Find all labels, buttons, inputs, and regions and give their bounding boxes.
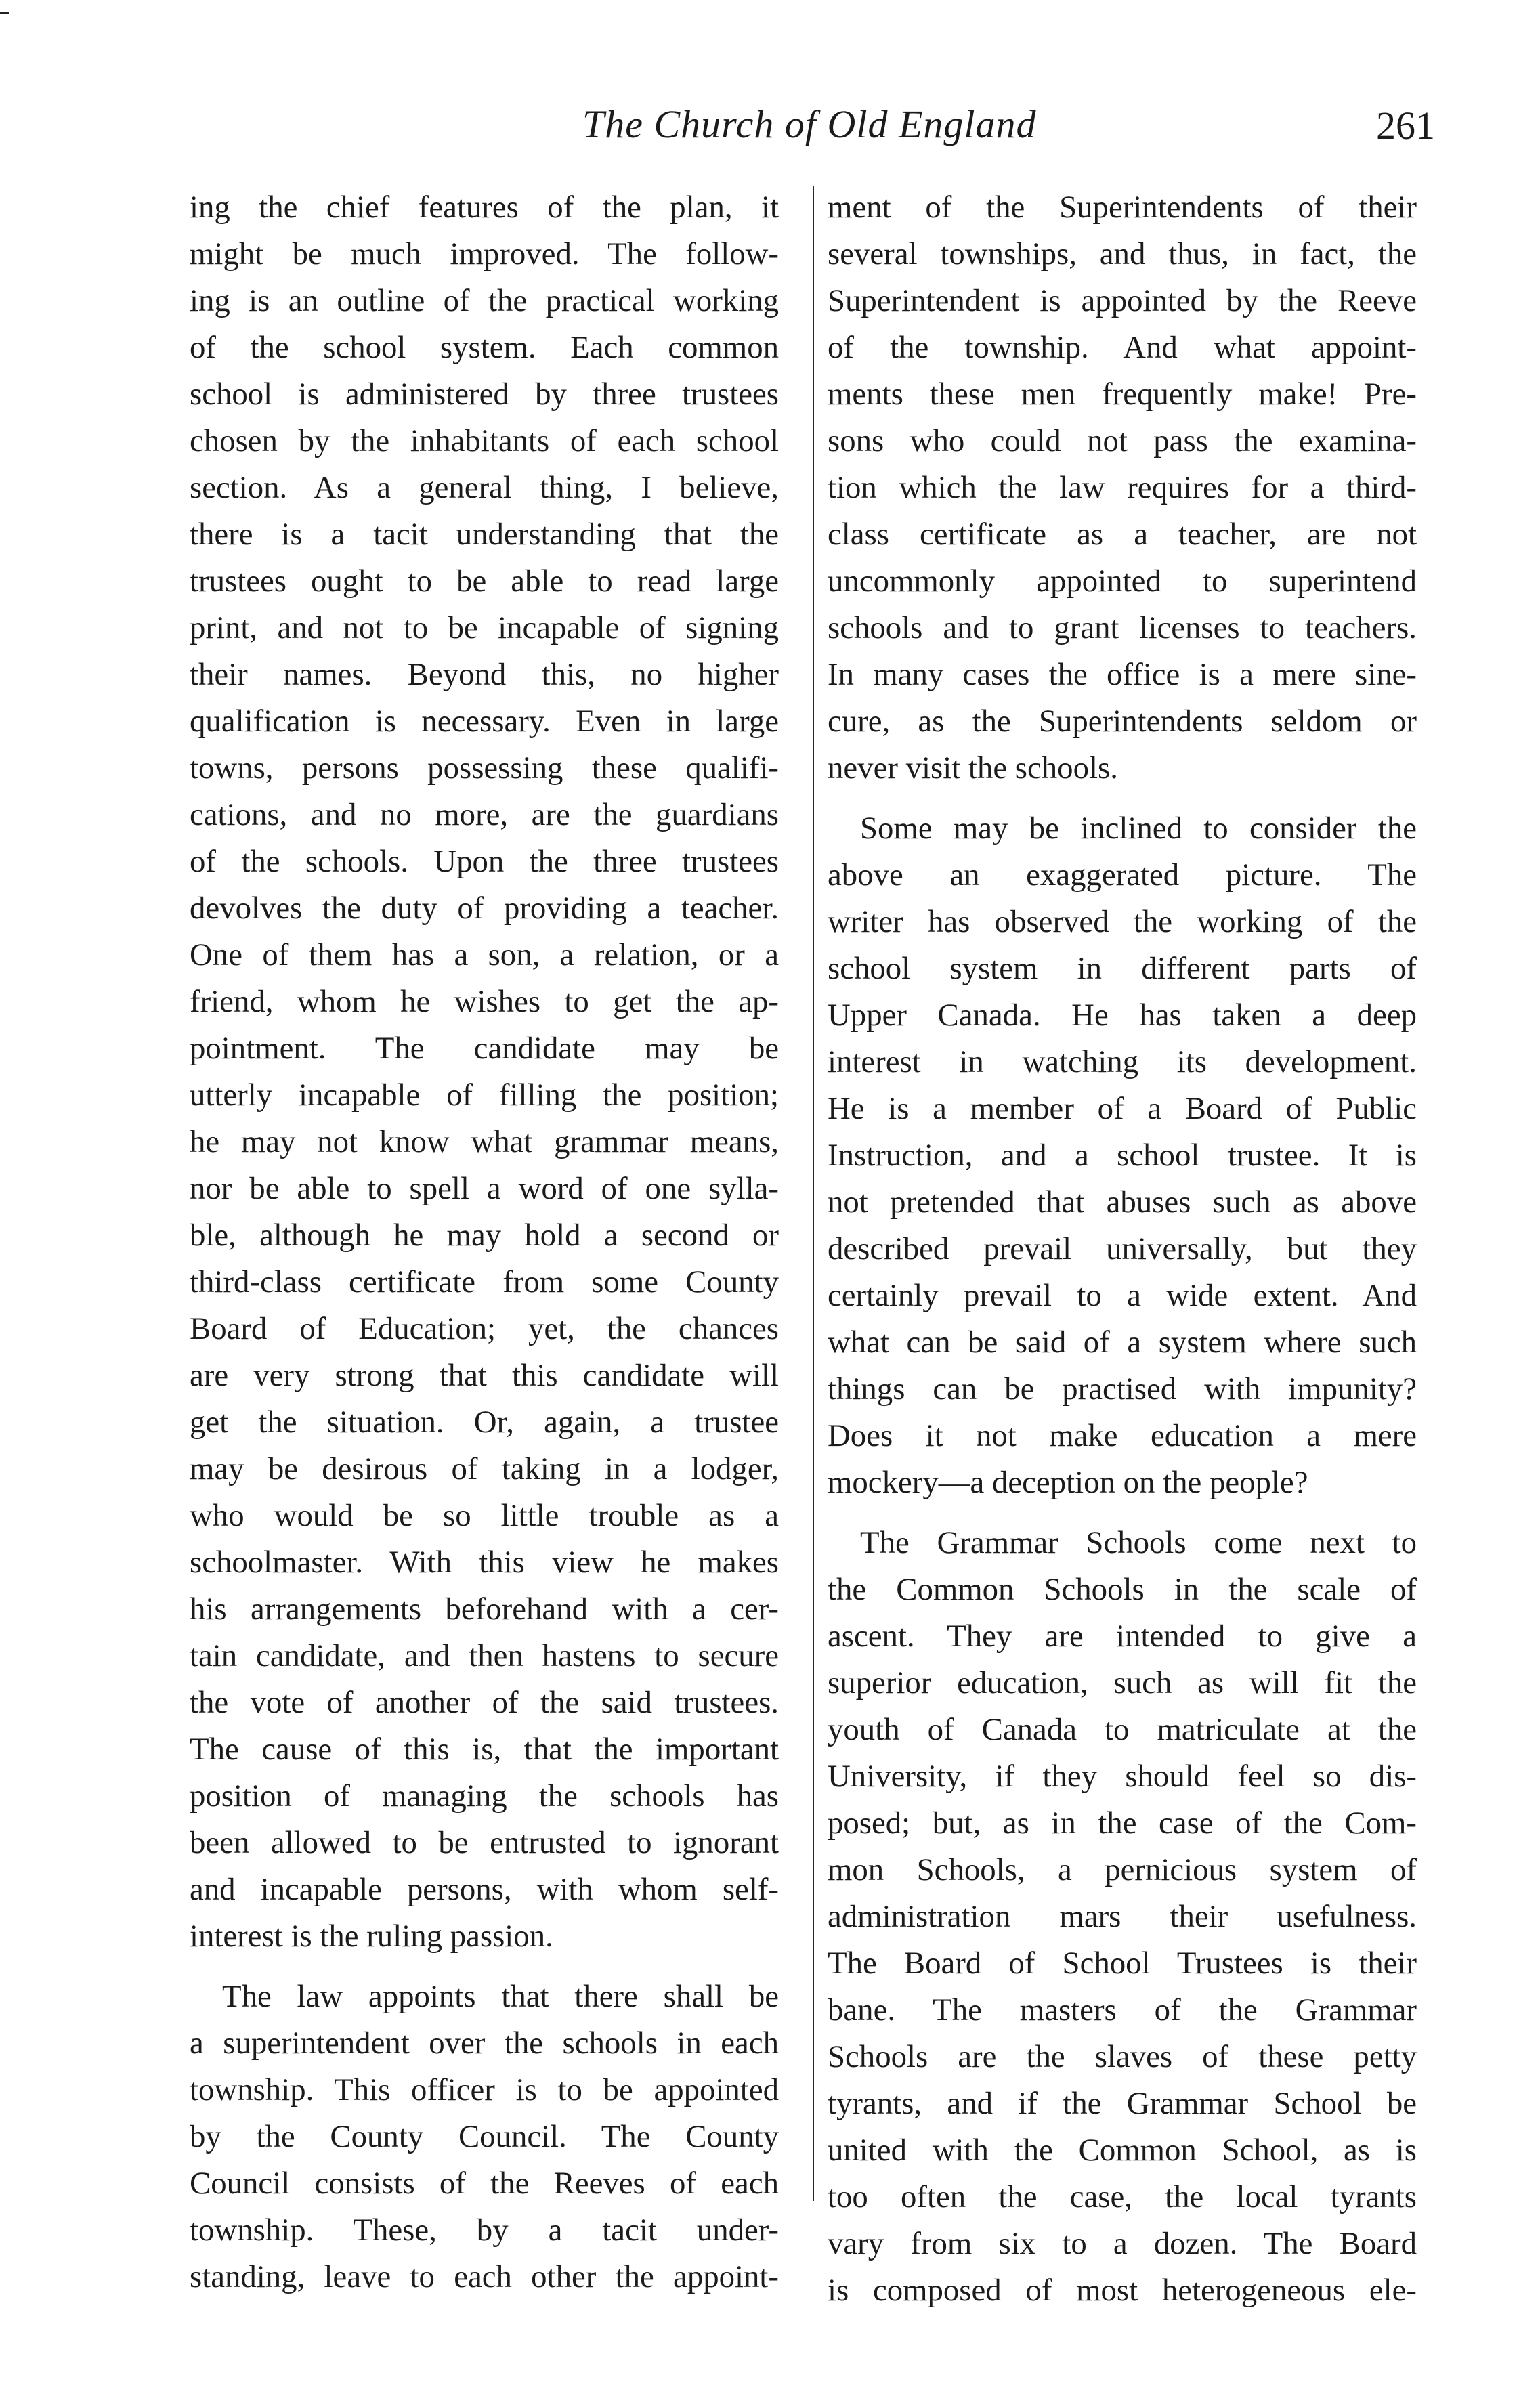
text-line: pointment. The candidate may be [190, 1031, 779, 1066]
text-line: above an exaggerated picture. The [828, 857, 1417, 893]
text-line: township. These, by a tacit under- [190, 2212, 779, 2248]
text-line: certainly prevail to a wide extent. And [828, 1278, 1417, 1313]
text-line: mockery—a deception on the people? [828, 1465, 1308, 1500]
text-line: In many cases the office is a mere sine- [828, 657, 1417, 692]
text-line: Upper Canada. He has taken a deep [828, 998, 1417, 1033]
text-line: bane. The masters of the Grammar [828, 1992, 1417, 2028]
text-line: might be much improved. The follow- [190, 236, 779, 272]
page-number: 261 [1376, 104, 1435, 148]
paragraph [828, 184, 1417, 792]
text-line: University, if they should feel so dis- [828, 1759, 1417, 1794]
left-column [190, 184, 779, 2300]
text-line: The cause of this is, that the important [190, 1732, 779, 1767]
text-line: friend, whom he wishes to get the ap- [190, 984, 779, 1019]
text-line: cations, and no more, are the guardians [190, 797, 779, 832]
text-line: Board of Education; yet, the chances [190, 1311, 779, 1346]
text-line: section. As a general thing, I believe, [190, 470, 779, 505]
text-line: get the situation. Or, again, a trustee [190, 1405, 779, 1440]
text-line: tion which the law requires for a third- [828, 470, 1417, 505]
text-line: tain candidate, and then hastens to secure [190, 1638, 779, 1673]
text-line: ing the chief features of the plan, it [190, 190, 779, 225]
text-line: school system in different parts of [828, 951, 1417, 986]
text-line: towns, persons possessing these qualifi- [190, 750, 779, 786]
text-line: writer has observed the working of the [828, 904, 1417, 939]
text-line: He is a member of a Board of Public [828, 1091, 1417, 1126]
text-line: sons who could not pass the examina- [828, 423, 1417, 458]
text-line: youth of Canada to matriculate at the [828, 1712, 1417, 1747]
text-line: their names. Beyond this, no higher [190, 657, 779, 692]
text-line: ing is an outline of the practical working [190, 283, 779, 318]
text-line: things can be practised with impunity? [828, 1371, 1417, 1407]
text-line: chosen by the inhabitants of each school [190, 423, 779, 458]
text-line: uncommonly appointed to superintend [828, 563, 1417, 599]
text-line: school is administered by three trustees [190, 377, 779, 412]
text-line: ment of the Superintendents of their [828, 190, 1417, 225]
text-line: print, and not to be incapable of signing [190, 610, 779, 645]
text-line: is composed of most heterogeneous ele- [828, 2273, 1417, 2308]
text-line: Schools are the slaves of these petty [828, 2039, 1417, 2074]
text-line: interest in watching its development. [828, 1044, 1417, 1079]
text-line: Superintendent is appointed by the Reeve [828, 283, 1417, 318]
text-line: a superintendent over the schools in each [190, 2026, 779, 2061]
text-line: Some may be inclined to consider the [860, 811, 1417, 846]
text-line: are very strong that this candidate will [190, 1358, 779, 1393]
text-line: cure, as the Superintendents seldom or [828, 704, 1417, 739]
paragraph-gap [190, 1960, 779, 1973]
paragraph [828, 1520, 1417, 2314]
text-line: posed; but, as in the case of the Com- [828, 1805, 1417, 1841]
text-line: may be desirous of taking in a lodger, [190, 1451, 779, 1486]
column-divider [813, 186, 814, 2201]
text-line: what can be said of a system where such [828, 1325, 1417, 1360]
text-line: qualification is necessary. Even in large [190, 704, 779, 739]
paragraph [828, 805, 1417, 1506]
text-line: ble, although he may hold a second or [190, 1218, 779, 1253]
text-line: interest is the ruling passion. [190, 1919, 553, 1954]
text-line: Does it not make education a mere [828, 1418, 1417, 1453]
text-line: the Common Schools in the scale of [828, 1572, 1417, 1607]
text-line: trustees ought to be able to read large [190, 563, 779, 599]
text-line: standing, leave to each other the appoint- [190, 2259, 779, 2294]
paragraph [190, 184, 779, 1960]
text-line: Council consists of the Reeves of each [190, 2166, 779, 2201]
text-line: devolves the duty of providing a teacher. [190, 891, 779, 926]
text-line: of the township. And what appoint- [828, 330, 1417, 365]
paragraph-gap [828, 792, 1417, 805]
text-line: not pretended that abuses such as above [828, 1184, 1417, 1220]
text-line: his arrangements beforehand with a cer- [190, 1591, 779, 1627]
text-line: of the schools. Upon the three trustees [190, 844, 779, 879]
text-line: ascent. They are intended to give a [828, 1619, 1417, 1654]
text-line: tyrants, and if the Grammar School be [828, 2086, 1417, 2121]
text-line: The Board of School Trustees is their [828, 1946, 1417, 1981]
text-line: schools and to grant licenses to teachers. [828, 610, 1417, 645]
text-line: third-class certificate from some County [190, 1264, 779, 1300]
paragraph-gap [828, 1506, 1417, 1520]
text-line: superior education, such as will fit the [828, 1665, 1417, 1700]
text-line: administration mars their usefulness. [828, 1899, 1417, 1934]
text-line: ments these men frequently make! Pre- [828, 377, 1417, 412]
text-line: schoolmaster. With this view he makes [190, 1545, 779, 1580]
paragraph [190, 1973, 779, 2300]
text-line: Instruction, and a school trustee. It is [828, 1138, 1417, 1173]
text-line: united with the Common School, as is [828, 2133, 1417, 2168]
text-line: he may not know what grammar means, [190, 1124, 779, 1159]
text-line: there is a tacit understanding that the [190, 517, 779, 552]
text-line: the vote of another of the said trustees. [190, 1685, 779, 1720]
text-line: vary from six to a dozen. The Board [828, 2226, 1417, 2261]
text-line: never visit the schools. [828, 750, 1118, 786]
scan-mark [0, 12, 9, 14]
text-line: mon Schools, a pernicious system of [828, 1852, 1417, 1887]
text-line: described prevail universally, but they [828, 1231, 1417, 1266]
running-title: The Church of Old England [582, 102, 1037, 146]
text-line: by the County Council. The County [190, 2119, 779, 2154]
text-line: The Grammar Schools come next to [860, 1525, 1417, 1560]
text-line: who would be so little trouble as a [190, 1498, 779, 1533]
text-line: and incapable persons, with whom self- [190, 1872, 779, 1907]
text-line: One of them has a son, a relation, or a [190, 937, 779, 972]
text-line: township. This officer is to be appointed [190, 2072, 779, 2107]
text-line: too often the case, the local tyrants [828, 2179, 1417, 2214]
text-line: several townships, and thus, in fact, the [828, 236, 1417, 272]
text-line: utterly incapable of filling the position; [190, 1077, 779, 1113]
text-line: class certificate as a teacher, are not [828, 517, 1417, 552]
text-line: The law appoints that there shall be [222, 1979, 779, 2014]
text-line: been allowed to be entrusted to ignorant [190, 1825, 779, 1860]
text-line: of the school system. Each common [190, 330, 779, 365]
text-line: nor be able to spell a word of one sylla- [190, 1171, 779, 1206]
text-line: position of managing the schools has [190, 1778, 779, 1814]
right-column [828, 184, 1417, 2314]
